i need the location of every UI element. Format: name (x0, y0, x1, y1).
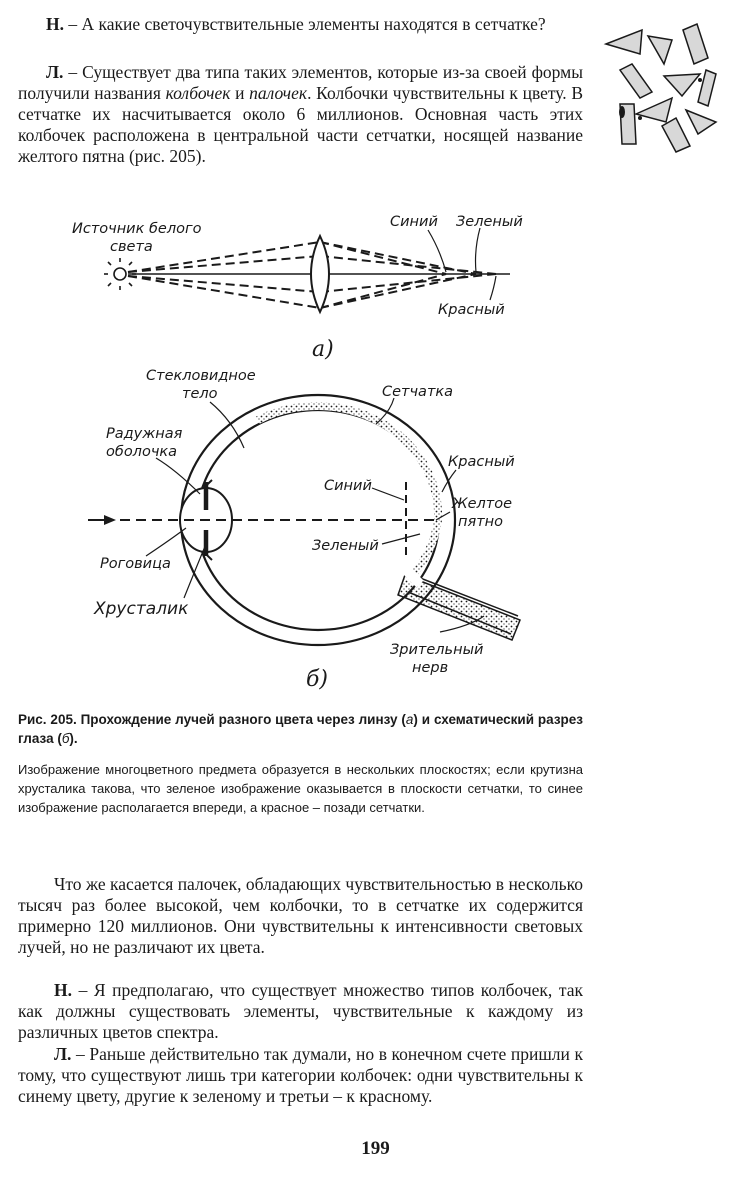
label-retina: Сетчатка (382, 384, 454, 400)
answer-text-c: . Колбочки чувствительны к цвету. В сетчатке их насчитывается около 6 миллионов. Основная часть этих колбочек расположена в центральной части сетчатки, носящей название желтого пятна (рис. 205). (18, 83, 583, 166)
source-label-line1: Источник белого (72, 221, 202, 237)
caption-text-a: Прохождение лучей разного цвета через линзу ( (76, 712, 406, 727)
caption-text-b: ) и схематический разрез глаза ( (18, 712, 583, 746)
label-cornea: Роговица (100, 556, 171, 572)
label-vitreous-line1: Стекловидное (146, 368, 256, 384)
label-green-a: Зеленый (456, 214, 523, 230)
speaker-n: Н. (46, 14, 64, 34)
question-2-text: – Я предполагаю, что существует множество типов колбочек, так как должны существовать элементы, чувствительные к каждому из различных цветов спектра. (18, 980, 583, 1042)
figure-note: Изображение многоцветного предмета образуется в нескольких плоскостях; если крутизна хрусталика такова, что зеленое изображение оказывается в плоскости сетчатки, то синее изображение располагается впереди, а красное – позади сетчатки. (18, 762, 583, 815)
label-blue-b: Синий (324, 478, 372, 494)
term-cones: колбочек (165, 83, 231, 103)
figure-b-eye-diagram (0, 360, 751, 690)
caption-ref-a: а (405, 712, 414, 727)
paragraph-rods: Что же касается палочек, обладающих чувствительностью в несколько тысяч раз более высокой, чем колбочки, то в сетчатке их содержится примерно 120 миллионов. Они чувствительны к интенсивности световых лучей, но не различают их цвета. (18, 874, 583, 957)
caption-text-c: ). (69, 731, 78, 746)
incoming-light-ray (88, 515, 438, 525)
answer-text-b: и (230, 83, 250, 103)
figure-a-lens-diagram (0, 0, 751, 370)
speaker-n-2: Н. (54, 980, 72, 1000)
label-red-b: Красный (448, 454, 515, 470)
caption-ref-b: б (61, 731, 70, 746)
label-red-a: Красный (438, 302, 505, 318)
label-nerve-line2: нерв (412, 660, 449, 676)
caption-title: Рис. 205. (18, 712, 77, 727)
answer-text-a: – Существует два типа таких элементов, которые из-за своей формы получили названия (18, 62, 583, 103)
label-vitreous-line2: тело (182, 386, 218, 402)
figure-caption (18, 710, 583, 748)
source-label-line2: света (110, 239, 153, 255)
speaker-l-2: Л. (54, 1044, 72, 1064)
label-green-b: Зеленый (312, 538, 379, 554)
answer-2-text: – Раньше действительно так думали, но в конечном счете пришли к тому, что существуют лишь три категории колбочек: одни чувствительны к синему цвету, другие к зеленому и третьи – к красному. (18, 1044, 583, 1106)
lens-shape (311, 236, 329, 312)
label-blue-a: Синий (390, 214, 438, 230)
label-macula-line1: Желтое (452, 496, 513, 512)
figure-b-sublabel: б) (306, 667, 329, 690)
label-lens: Хрусталик (94, 599, 189, 619)
figure-a-sublabel: а) (312, 337, 334, 362)
label-iris-line1: Радужная (106, 426, 183, 442)
speaker-l: Л. (46, 62, 64, 82)
label-iris-line2: оболочка (106, 444, 178, 460)
term-rods: палочек (249, 83, 308, 103)
page-number: 199 (361, 1138, 390, 1159)
label-macula-line2: пятно (458, 514, 504, 530)
dialog-answer-2 (18, 1044, 583, 1107)
label-nerve-line1: Зрительный (390, 642, 484, 658)
question-text: – А какие светочувствительные элементы находятся в сетчатке? (64, 14, 546, 34)
dialog-question-2 (18, 980, 583, 1043)
